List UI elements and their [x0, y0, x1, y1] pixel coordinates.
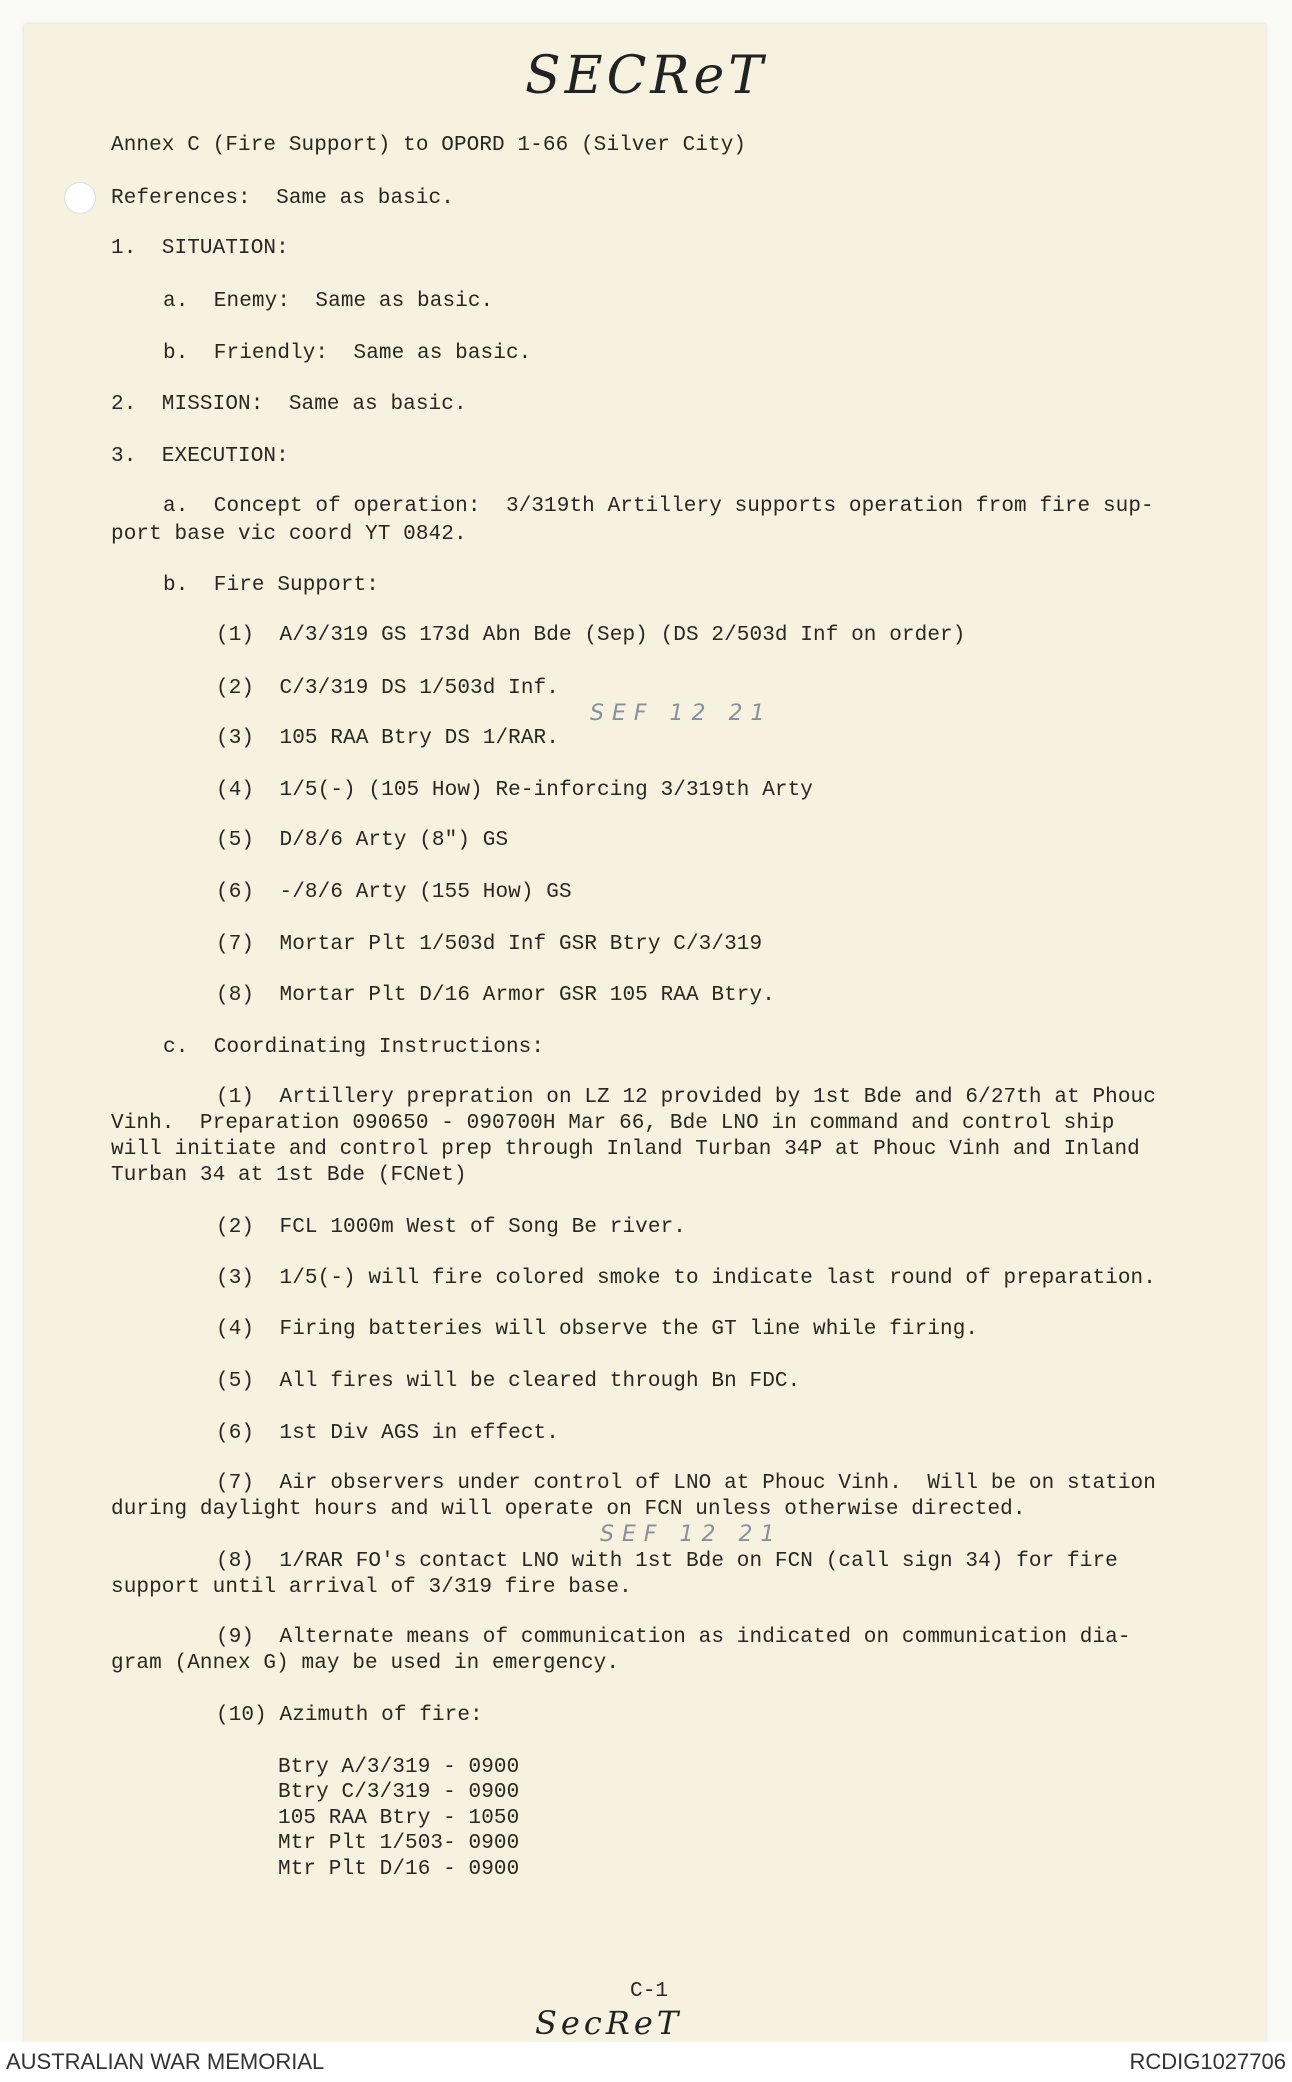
fire-support-item: (8) Mortar Plt D/16 Armor GSR 105 RAA Btry. [216, 984, 775, 1007]
situation-enemy: a. Enemy: Same as basic. [163, 290, 494, 313]
instruction-9: gram (Annex G) may be used in emergency. [111, 1652, 620, 1675]
instruction-5: (5) All fires will be cleared through Bn FDC. [216, 1370, 801, 1393]
instruction-4: (4) Firing batteries will observe the GT line while firing. [216, 1318, 979, 1341]
instruction-8: (8) 1/RAR FO's contact LNO with 1st Bde on FCN (call sign 34) for fire [216, 1550, 1118, 1573]
instruction-9: (9) Alternate means of communication as indicated on communication dia- [216, 1626, 1131, 1649]
punch-hole [64, 182, 96, 214]
fire-support-item: (7) Mortar Plt 1/503d Inf GSR Btry C/3/319 [216, 933, 763, 956]
instruction-7: (7) Air observers under control of LNO at Phouc Vinh. Will be on station [216, 1472, 1156, 1495]
document-page [24, 24, 1266, 2042]
archive-id: RCDIG1027706 [1129, 2049, 1286, 2074]
page-number: C-1 [630, 1980, 669, 2003]
secret-marking-bottom: SecReT [535, 2004, 683, 2042]
instruction-1: (1) Artillery prepration on LZ 12 provided by 1st Bde and 6/27th at Phouc [216, 1086, 1156, 1109]
fire-support-item: (4) 1/5(-) (105 How) Re-inforcing 3/319th Arty [216, 779, 813, 802]
fire-support-item: (3) 105 RAA Btry DS 1/RAR. [216, 727, 559, 750]
section-mission: 2. MISSION: Same as basic. [111, 393, 467, 416]
azimuth-row: Mtr Plt 1/503- 0900 [278, 1832, 520, 1855]
instruction-1: will initiate and control prep through Inland Turban 34P at Phouc Vinh and Inland [111, 1138, 1140, 1161]
handwritten-mark: SEF 12 21 [600, 1522, 783, 1547]
situation-friendly: b. Friendly: Same as basic. [163, 342, 532, 365]
instruction-10: (10) Azimuth of fire: [216, 1704, 483, 1727]
instruction-8: support until arrival of 3/319 fire base. [111, 1576, 632, 1599]
azimuth-row: 105 RAA Btry - 1050 [278, 1807, 520, 1830]
section-situation: 1. SITUATION: [111, 237, 289, 260]
section-execution: 3. EXECUTION: [111, 445, 289, 468]
secret-marking-top: SECReT [525, 46, 767, 106]
azimuth-row: Btry C/3/319 - 0900 [278, 1781, 520, 1804]
instruction-6: (6) 1st Div AGS in effect. [216, 1422, 559, 1445]
archive-name: AUSTRALIAN WAR MEMORIAL [6, 2049, 325, 2074]
document-title: Annex C (Fire Support) to OPORD 1-66 (Silver City) [111, 134, 747, 157]
fire-support-item: (2) C/3/319 DS 1/503d Inf. [216, 677, 559, 700]
instruction-3: (3) 1/5(-) will fire colored smoke to indicate last round of preparation. [216, 1267, 1156, 1290]
fire-support-heading: b. Fire Support: [163, 574, 379, 597]
handwritten-mark: SEF 12 21 [590, 701, 773, 726]
instruction-1: Turban 34 at 1st Bde (FCNet) [111, 1164, 467, 1187]
instruction-7: during daylight hours and will operate on FCN unless otherwise directed. [111, 1498, 1026, 1521]
azimuth-row: Btry A/3/319 - 0900 [278, 1756, 520, 1779]
archive-footer [0, 2042, 1292, 2082]
fire-support-item: (1) A/3/319 GS 173d Abn Bde (Sep) (DS 2/503d Inf on order) [216, 624, 966, 647]
azimuth-row: Mtr Plt D/16 - 0900 [278, 1858, 520, 1881]
instruction-2: (2) FCL 1000m West of Song Be river. [216, 1216, 686, 1239]
references: References: Same as basic. [111, 187, 454, 210]
instruction-1: Vinh. Preparation 090650 - 090700H Mar 66, Bde LNO in command and control ship [111, 1112, 1115, 1135]
concept-of-operation: a. Concept of operation: 3/319th Artillery supports operation from fire sup- [163, 495, 1154, 518]
fire-support-item: (5) D/8/6 Arty (8") GS [216, 829, 509, 852]
coordinating-instructions-heading: c. Coordinating Instructions: [163, 1036, 545, 1059]
fire-support-item: (6) -/8/6 Arty (155 How) GS [216, 881, 572, 904]
concept-of-operation: port base vic coord YT 0842. [111, 523, 467, 546]
